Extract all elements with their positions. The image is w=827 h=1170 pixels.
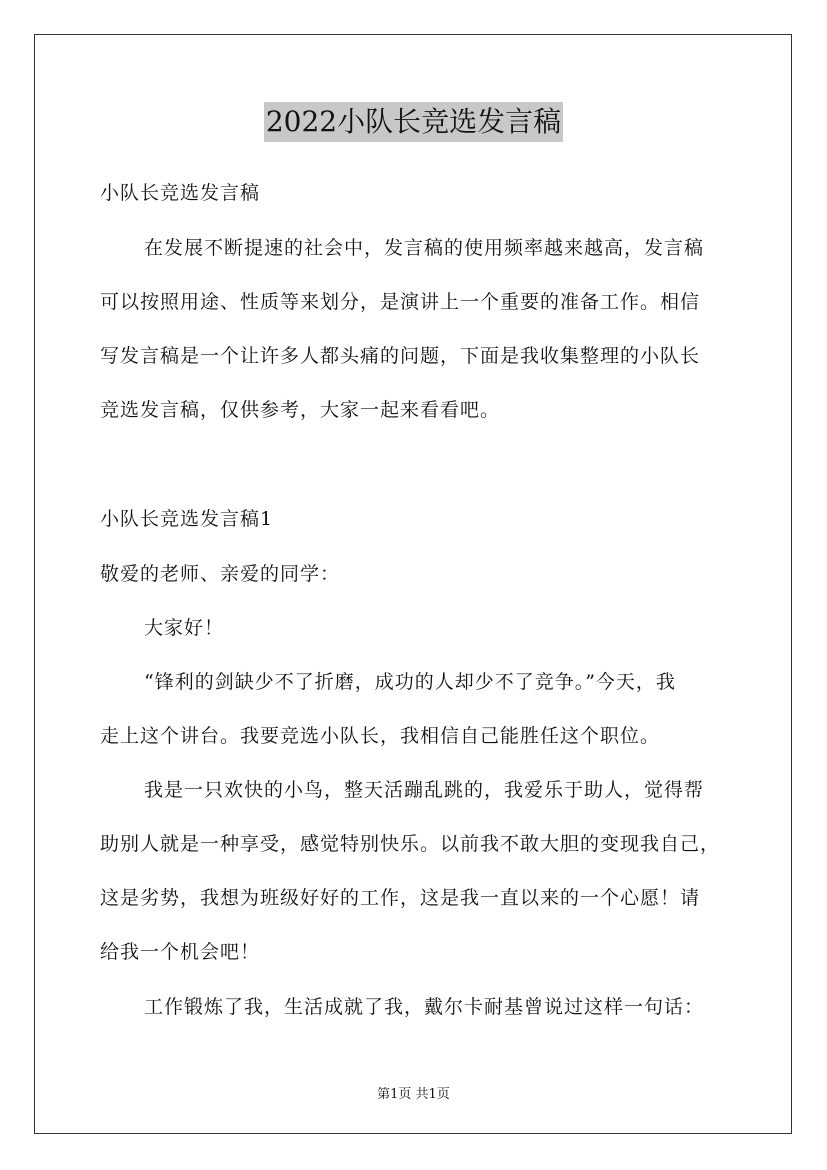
section-title: 小队长竞选发言稿1 bbox=[100, 508, 274, 530]
greeting: 大家好！ bbox=[144, 617, 225, 639]
paragraph-line: 助别人就是一种享受，感觉特别快乐。以前我不敢大胆的变现我自己， bbox=[100, 833, 721, 855]
intro-line: 可以按照用途、性质等来划分，是演讲上一个重要的准备工作。相信 bbox=[100, 291, 701, 313]
paragraph-line: 给我一个机会吧！ bbox=[100, 941, 261, 963]
intro-line: 在发展不断提速的社会中，发言稿的使用频率越来越高，发言稿 bbox=[144, 237, 705, 259]
paragraph-line: 走上这个讲台。我要竞选小队长，我相信自己能胜任这个职位。 bbox=[100, 725, 661, 747]
paragraph-line: 工作锻炼了我，生活成就了我，戴尔卡耐基曾说过这样一句话： bbox=[144, 996, 705, 1018]
paragraph-line: “锋利的剑缺少不了折磨，成功的人却少不了竞争。”今天，我 bbox=[144, 671, 676, 693]
intro-line: 写发言稿是一个让许多人都头痛的问题，下面是我收集整理的小队长 bbox=[100, 345, 701, 367]
document-title-wrap bbox=[0, 102, 827, 142]
page-number: 第1页 共1页 bbox=[377, 1087, 450, 1102]
paragraph-line: 这是劣势，我想为班级好好的工作，这是我一直以来的一个心愿！请 bbox=[100, 887, 701, 909]
paragraph-line: 我是一只欢快的小鸟，整天活蹦乱跳的，我爱乐于助人，觉得帮 bbox=[144, 779, 705, 801]
document-title: 2022小队长竞选发言稿 bbox=[264, 102, 563, 142]
salutation: 敬爱的老师、亲爱的同学： bbox=[100, 563, 341, 585]
intro-line: 竞选发言稿，仅供参考，大家一起来看看吧。 bbox=[100, 399, 501, 421]
subtitle: 小队长竞选发言稿 bbox=[100, 182, 261, 204]
